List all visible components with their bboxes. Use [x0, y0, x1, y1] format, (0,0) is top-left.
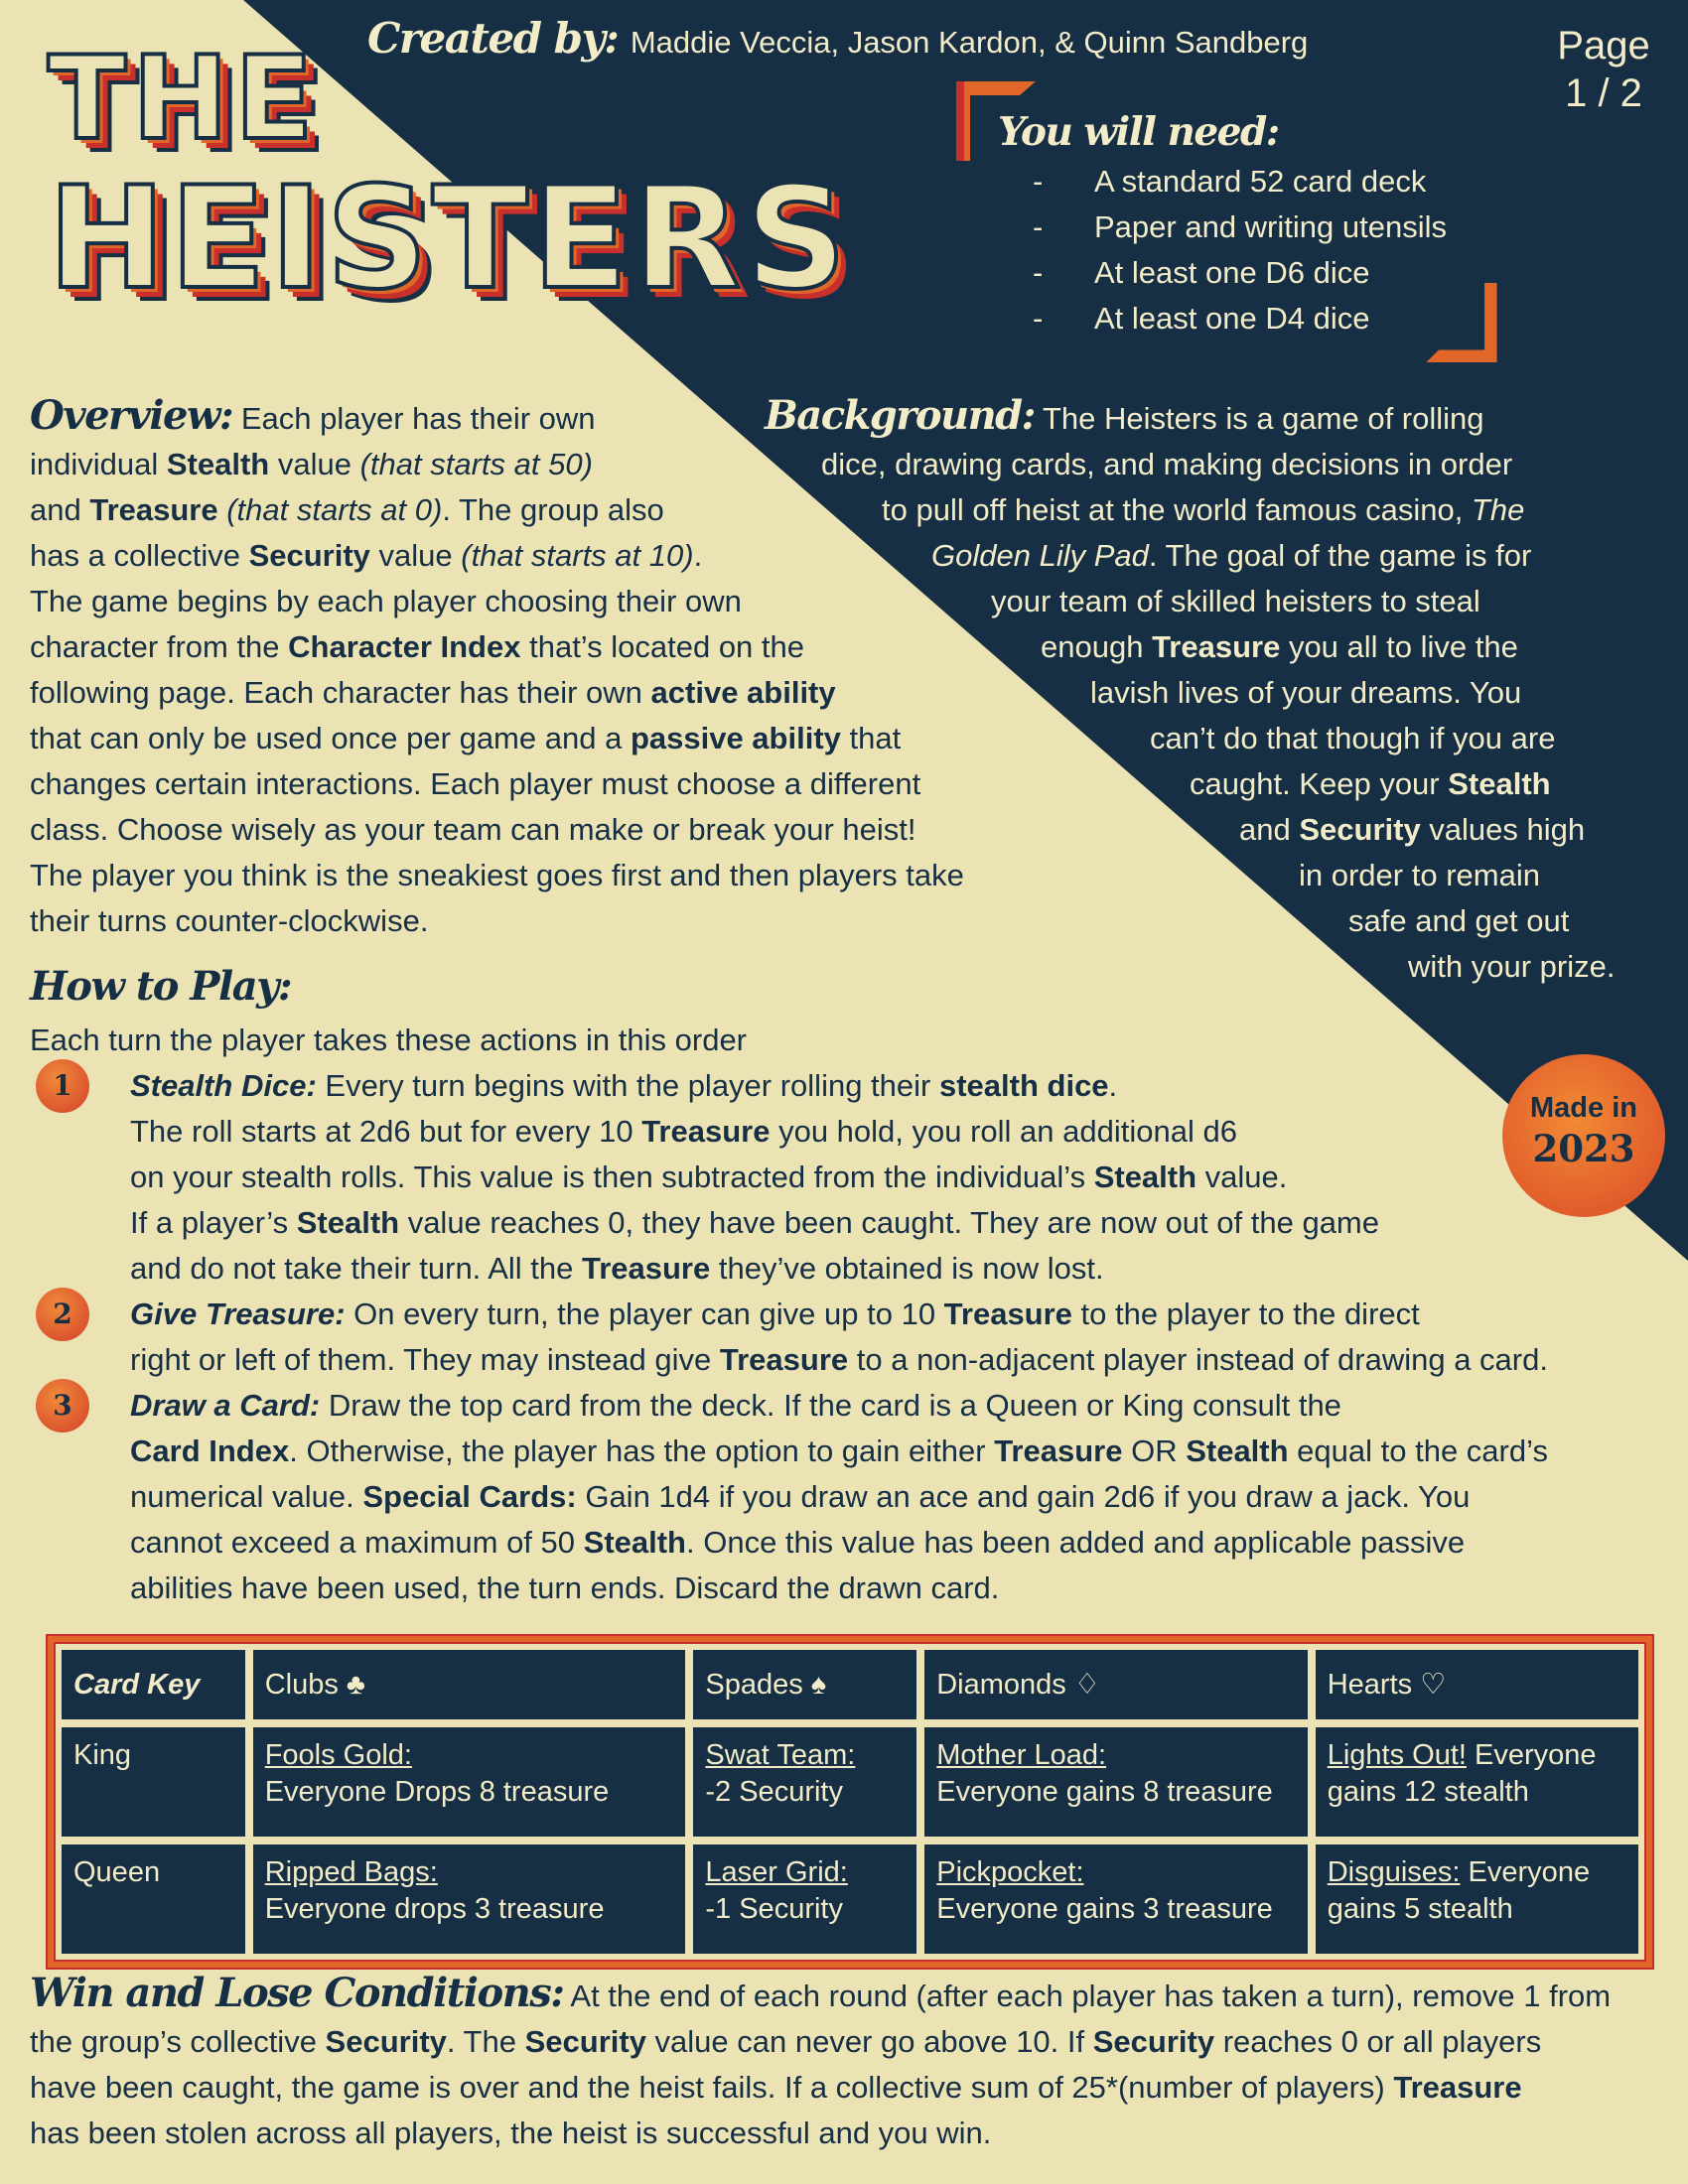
text-line	[735, 487, 1648, 533]
text-line	[735, 853, 1648, 898]
text-run: If a player’s	[130, 1205, 297, 1240]
text-line	[30, 2065, 1678, 2111]
text-run: and	[1239, 812, 1300, 847]
text-run: Stealth	[166, 447, 270, 481]
table-header-cell: Spades ♠	[693, 1650, 916, 1719]
text-run: The	[1471, 492, 1525, 527]
text-line	[735, 670, 1648, 716]
text-run: caught. Keep your	[1190, 766, 1449, 801]
text-run: to pull off heist at the world famous casino,	[882, 492, 1472, 527]
text-run: (that starts at 50)	[359, 447, 593, 481]
rank-cell: Queen	[62, 1844, 245, 1954]
needs-list	[1033, 159, 1447, 341]
text-line	[30, 2019, 1678, 2065]
text-run: dice, drawing cards, and making decisions in order	[821, 447, 1513, 481]
steps-list	[30, 1063, 1678, 1611]
win-lose-text	[30, 1971, 1678, 2156]
card-effect-cell	[1316, 1844, 1638, 1954]
text-line	[735, 624, 1648, 670]
text-run: safe and get out	[1348, 903, 1570, 938]
needs-item-text: Paper and writing utensils	[1094, 209, 1447, 244]
text-run: (that starts at 0)	[226, 492, 443, 527]
text-run: Treasure	[943, 1297, 1072, 1331]
text-run: Treasure	[1152, 629, 1281, 664]
text-run: can’t do that though if you are	[1150, 721, 1556, 755]
text-run: Special Cards:	[362, 1479, 577, 1514]
text-run: Stealth	[1448, 766, 1551, 801]
card-name: Disguises:	[1327, 1856, 1461, 1888]
badge-line1: Made in	[1530, 1092, 1637, 1124]
table-header-row	[62, 1650, 1638, 1719]
card-name: Laser Grid:	[705, 1856, 848, 1888]
card-name: Ripped Bags:	[264, 1856, 438, 1888]
badge-year: 2023	[1532, 1127, 1635, 1170]
card-effect: Everyone gains 12 stealth	[1327, 1739, 1597, 1808]
text-run: Security	[325, 2024, 447, 2059]
step-number-badge: 1	[36, 1059, 89, 1113]
table-header-cell: Diamonds ♢	[924, 1650, 1307, 1719]
text-run: Stealth	[583, 1525, 686, 1560]
text-run: Each player has their own	[240, 401, 596, 436]
card-effect: Everyone gains 3 treasure	[936, 1893, 1273, 1925]
step-number-badge: 2	[36, 1288, 89, 1341]
text-line	[735, 442, 1648, 487]
text-run: cannot exceed a maximum of 50	[130, 1525, 584, 1560]
text-run: The Heisters is a game of rolling	[1042, 401, 1484, 436]
text-run: Stealth Dice:	[130, 1068, 317, 1103]
needs-item	[1033, 250, 1447, 296]
text-run: following page. Each character has their own	[30, 675, 651, 710]
card-name: Mother Load:	[936, 1739, 1107, 1771]
text-line	[130, 1337, 1678, 1383]
page-indicator	[1529, 22, 1678, 117]
step-item	[30, 1383, 1678, 1611]
card-effect: Everyone drops 3 treasure	[264, 1893, 605, 1925]
text-run: (that starts at 10)	[461, 538, 694, 573]
text-line	[130, 1063, 1678, 1109]
text-run: Card Index	[130, 1433, 290, 1468]
table-header-cell: Clubs ♣	[253, 1650, 686, 1719]
how-to-play-intro: Each turn the player takes these actions in this order	[30, 1023, 748, 1057]
authors: Maddie Veccia, Jason Kardon, & Quinn Sandberg	[630, 25, 1309, 60]
card-key-table-frame	[48, 1636, 1652, 1968]
title-the: THE	[48, 32, 320, 166]
text-run: On every turn, the player can give up to 10	[345, 1297, 944, 1331]
card-effect-cell	[693, 1727, 916, 1837]
text-run: reaches 0 or all players	[1214, 2024, 1542, 2059]
table-row	[62, 1844, 1638, 1954]
card-effect-cell	[924, 1844, 1307, 1954]
text-run: value reaches 0, they have been caught. They are now out of the game	[399, 1205, 1379, 1240]
text-run: stealth dice	[938, 1068, 1109, 1103]
text-run: character from the	[30, 629, 289, 664]
text-run: that	[840, 721, 902, 755]
text-run: Gain 1d4 if you draw an ace and gain 2d6 if you draw a jack. You	[576, 1479, 1471, 1514]
step-number-badge: 3	[36, 1379, 89, 1433]
needs-section	[998, 107, 1447, 341]
text-line	[735, 898, 1648, 944]
text-line	[130, 1474, 1678, 1520]
how-to-play-heading: How to Play:	[30, 963, 292, 1010]
credits	[367, 14, 1308, 63]
text-run: Treasure	[89, 492, 218, 527]
title-heisters: HEISTERS	[48, 157, 851, 321]
text-run: has been stolen across all players, the heist is successful and you win.	[30, 2116, 992, 2150]
background-section	[735, 393, 1648, 1038]
card-effect-cell	[1316, 1727, 1638, 1837]
text-run: The game begins by each player choosing their own	[30, 584, 742, 618]
text-run: value.	[1196, 1160, 1288, 1194]
win-lose-heading: Win and Lose Conditions:	[30, 1970, 564, 2016]
text-line	[130, 1520, 1678, 1566]
text-line	[130, 1429, 1678, 1474]
text-line	[130, 1292, 1678, 1337]
bullet-dash: -	[1033, 209, 1044, 244]
text-run: and do not take their turn. All the	[130, 1251, 582, 1286]
text-run: that’s located on the	[520, 629, 805, 664]
text-run: Security	[524, 2024, 646, 2059]
text-run: abilities have been used, the turn ends. Discard the drawn card.	[130, 1570, 1000, 1605]
text-line	[130, 1566, 1678, 1611]
text-run: Security	[1092, 2024, 1215, 2059]
text-run: Treasure	[719, 1342, 849, 1377]
text-line	[30, 2111, 1678, 2156]
text-line	[130, 1155, 1678, 1200]
card-effect: Everyone gains 8 treasure	[936, 1776, 1273, 1808]
text-run: . Otherwise, the player has the option to gain either	[289, 1433, 995, 1468]
win-lose-section	[30, 1971, 1678, 2156]
text-line	[735, 716, 1648, 761]
table-row	[62, 1727, 1638, 1837]
card-effect: -2 Security	[705, 1776, 843, 1808]
needs-item	[1033, 205, 1447, 250]
rank-cell: King	[62, 1727, 245, 1837]
text-run: Stealth	[296, 1205, 400, 1240]
card-effect-cell	[253, 1844, 686, 1954]
text-run: your team of skilled heisters to steal	[991, 584, 1480, 618]
needs-item-text: At least one D4 dice	[1094, 301, 1370, 336]
text-run: Treasure	[641, 1114, 771, 1149]
text-line	[735, 393, 1648, 442]
text-run: with your prize.	[1408, 949, 1616, 984]
text-run: values high	[1420, 812, 1586, 847]
text-run: equal to the card’s	[1288, 1433, 1548, 1468]
text-run: you all to live the	[1280, 629, 1518, 664]
text-run: to the player to the direct	[1071, 1297, 1420, 1331]
needs-item-text: At least one D6 dice	[1094, 255, 1370, 290]
text-run: enough	[1041, 629, 1153, 664]
background-text	[735, 393, 1648, 990]
text-run: Draw the top card from the deck. If the card is a Queen or King consult the	[320, 1388, 1341, 1423]
text-run: . The goal of the game is for	[1148, 538, 1532, 573]
text-run: . The	[446, 2024, 525, 2059]
text-run: to a non-adjacent player instead of drawing a card.	[848, 1342, 1548, 1377]
text-run: At the end of each round (after each player has taken a turn), remove 1 from	[570, 1979, 1612, 2013]
text-run: Stealth	[1186, 1433, 1289, 1468]
card-name: Pickpocket:	[936, 1856, 1084, 1888]
text-run	[218, 492, 227, 527]
card-name: Lights Out!	[1327, 1739, 1467, 1771]
text-run: has a collective	[30, 538, 249, 573]
page-label: Page	[1557, 24, 1650, 68]
text-line	[130, 1200, 1678, 1246]
overview-heading: Overview:	[30, 392, 233, 439]
text-line	[130, 1383, 1678, 1429]
text-run: changes certain interactions. Each player must choose a different	[30, 766, 921, 801]
text-run: . Once this value has been added and applicable passive	[686, 1525, 1466, 1560]
text-run: Treasure	[1393, 2070, 1522, 2105]
text-run: Security	[1299, 812, 1421, 847]
step-item	[30, 1292, 1678, 1383]
text-run: Give Treasure:	[130, 1297, 346, 1331]
text-run: .	[1108, 1068, 1118, 1103]
text-line	[130, 1109, 1678, 1155]
text-run: numerical value.	[130, 1479, 363, 1514]
table-header-cell: Card Key	[62, 1650, 245, 1719]
needs-item-text: A standard 52 card deck	[1094, 164, 1427, 199]
text-run: . The group also	[442, 492, 664, 527]
text-run: in order to remain	[1299, 858, 1540, 892]
text-run: passive ability	[630, 721, 841, 755]
text-run: Draw a Card:	[130, 1388, 321, 1423]
needs-heading: You will need:	[998, 109, 1279, 155]
text-run: value	[269, 447, 360, 481]
text-line	[735, 533, 1648, 579]
text-run: their turns counter-clockwise.	[30, 903, 429, 938]
text-line	[735, 807, 1648, 853]
text-run: that can only be used once per game and a	[30, 721, 631, 755]
card-effect: Everyone gains 5 stealth	[1327, 1856, 1591, 1925]
card-effect: Everyone Drops 8 treasure	[264, 1776, 610, 1808]
created-by-label: Created by:	[367, 14, 619, 63]
text-run: The roll starts at 2d6 but for every 10	[130, 1114, 642, 1149]
text-run: and	[30, 492, 90, 527]
text-run: Treasure	[994, 1433, 1123, 1468]
card-effect-cell	[693, 1844, 916, 1954]
text-run: value	[369, 538, 462, 573]
text-run: Stealth	[1093, 1160, 1197, 1194]
text-run: you hold, you roll an additional d6	[770, 1114, 1237, 1149]
bullet-dash: -	[1033, 301, 1044, 336]
step-item	[30, 1063, 1678, 1292]
background-heading: Background:	[765, 392, 1035, 439]
text-line	[735, 944, 1648, 990]
text-run: lavish lives of your dreams. You	[1090, 675, 1522, 710]
text-line	[30, 1971, 1678, 2019]
card-name: Swat Team:	[705, 1739, 856, 1771]
text-run: active ability	[650, 675, 836, 710]
text-run: value can never go above 10. If	[645, 2024, 1093, 2059]
text-line	[735, 761, 1648, 807]
text-run: on your stealth rolls. This value is then subtracted from the individual’s	[130, 1160, 1094, 1194]
page-number: 1 / 2	[1565, 71, 1642, 115]
card-effect: -1 Security	[705, 1893, 843, 1925]
text-run: have been caught, the game is over and the heist fails. If a collective sum of 25*(number of players)	[30, 2070, 1394, 2105]
text-line	[735, 579, 1648, 624]
table-header-cell: Hearts ♡	[1316, 1650, 1638, 1719]
text-run: right or left of them. They may instead give	[130, 1342, 720, 1377]
bullet-dash: -	[1033, 164, 1044, 199]
text-run: OR	[1122, 1433, 1187, 1468]
text-run: Character Index	[288, 629, 521, 664]
text-run: .	[693, 538, 703, 573]
text-run: Treasure	[581, 1251, 711, 1286]
text-run: Security	[248, 538, 370, 573]
needs-item	[1033, 159, 1447, 205]
card-key-table	[54, 1642, 1646, 1962]
bullet-dash: -	[1033, 255, 1044, 290]
card-name: Fools Gold:	[264, 1739, 412, 1771]
text-run: The player you think is the sneakiest goes first and then players take	[30, 858, 964, 892]
text-run: individual	[30, 447, 167, 481]
text-run: they’ve obtained is now lost.	[710, 1251, 1104, 1286]
text-run: class. Choose wisely as your team can make or break your heist!	[30, 812, 916, 847]
text-run: Every turn begins with the player rolling their	[316, 1068, 939, 1103]
needs-item	[1033, 296, 1447, 341]
card-effect-cell	[924, 1727, 1307, 1837]
text-run: the group’s collective	[30, 2024, 326, 2059]
text-run: Golden Lily Pad	[931, 538, 1149, 573]
text-line	[130, 1246, 1678, 1292]
card-effect-cell	[253, 1727, 686, 1837]
